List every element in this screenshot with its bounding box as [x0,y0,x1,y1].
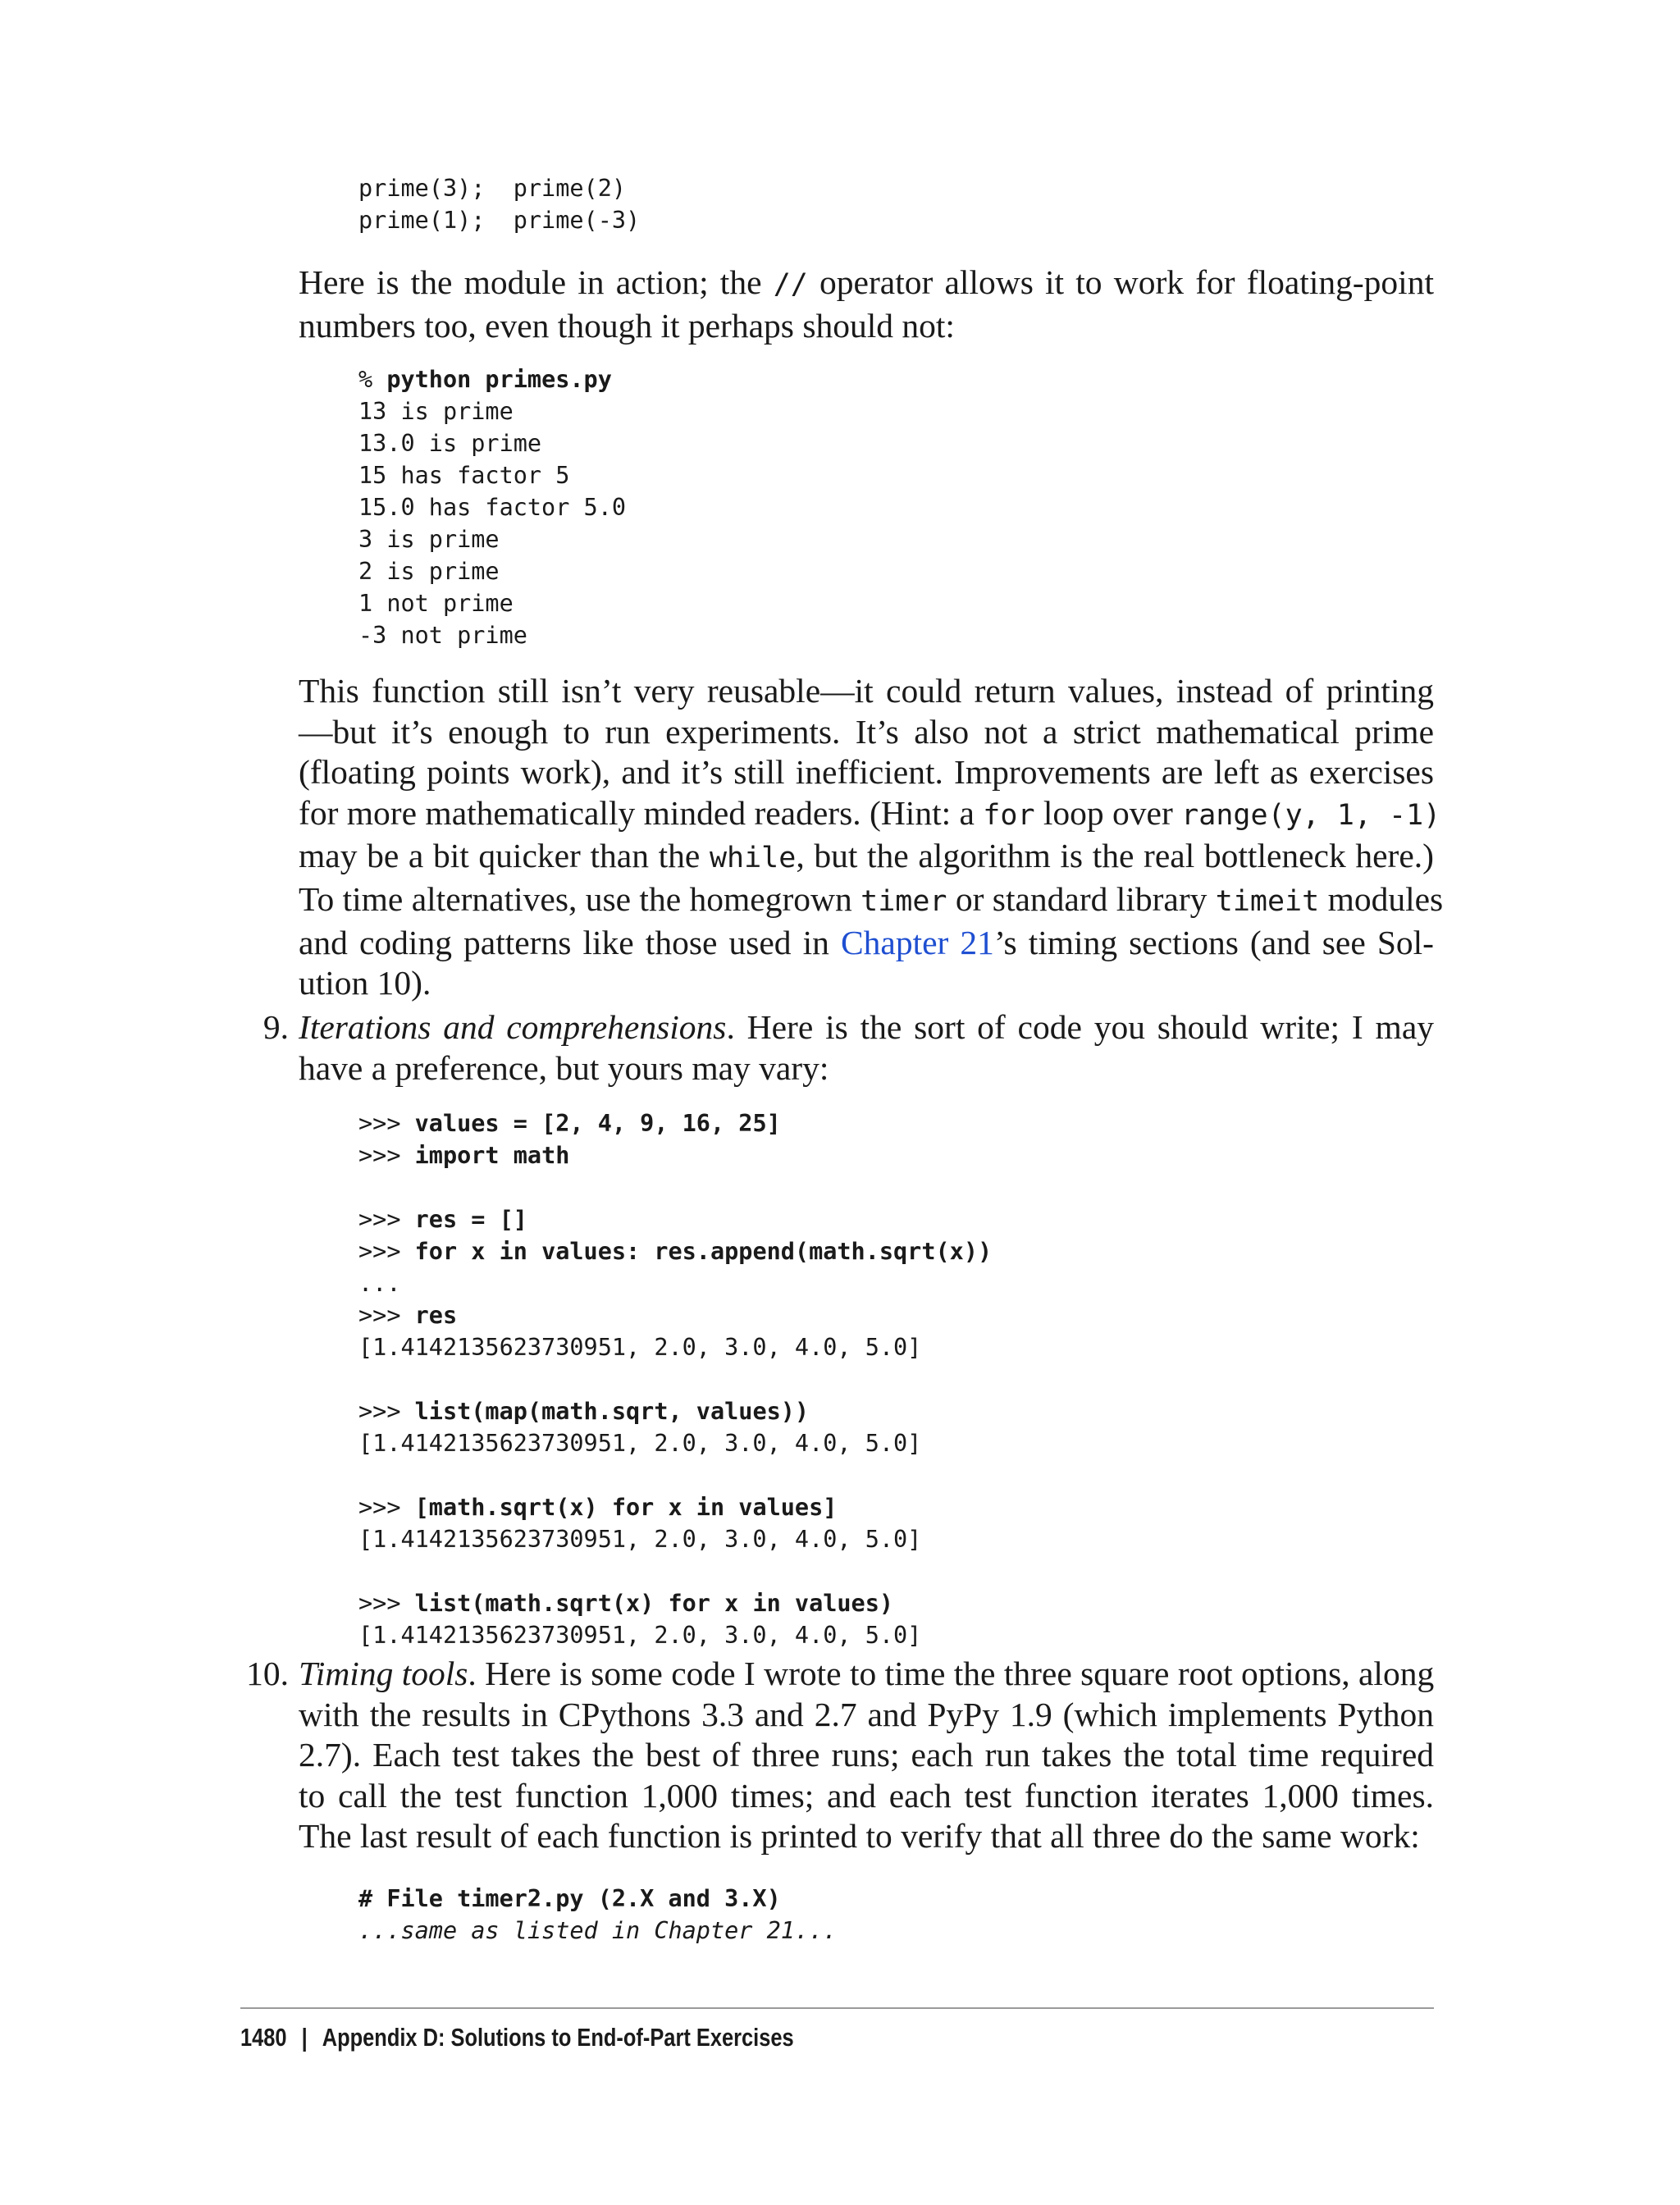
text-line: Here is the module in action; the // operator allows it to work for floating-point [299,263,1434,301]
inline-code: for [983,798,1035,832]
code-block-prime-calls [358,172,640,236]
output-line: 15.0 has factor 5.0 [358,494,627,521]
output-line: 13.0 is prime [358,430,542,457]
output-line: 13 is prime [358,398,514,425]
text-line: (floating points work), and it’s still inefficient. Improvements are left as exercises [299,753,1434,792]
text-line: 2.7). Each test takes the best of three runs; each run takes the total time required [299,1736,1434,1774]
inline-code: while [709,842,797,875]
text-line: to call the test function 1,000 times; and each test function iterates 1,000 times. [299,1776,1434,1815]
inline-code: timeit [1215,884,1320,918]
output-line: 3 is prime [358,526,500,553]
text-line: The last result of each function is printed to verify that all three do the same work: [299,1817,1420,1856]
code-note: ...same as listed in Chapter 21... [358,1917,838,1944]
text-line: for more mathematically minded readers. (Hint: a for loop over range(y, 1, -1) [299,793,1441,832]
footer-title: Appendix D: Solutions to End-of-Part Exercises [322,2023,794,2052]
inline-code: timer [861,884,947,918]
code-line: prime(3); prime(2) [358,175,627,202]
text-line: have a preference, but yours may vary: [299,1048,829,1087]
paragraph-item-9 [299,1007,1434,1089]
text-line: —but it’s enough to run experiments. It’s also not a strict mathematical prime [299,712,1434,751]
item-title: Timing tools [299,1655,468,1692]
code-line: prime(1); prime(-3) [358,207,641,234]
text-line: numbers too, even though it perhaps should not: [299,306,955,345]
output-line: 1 not prime [358,590,514,617]
item-title: Iterations and comprehensions [299,1008,727,1046]
footer-separator: | [301,2023,308,2052]
output-line: 2 is prime [358,558,500,585]
text-line: To time alternatives, use the homegrown timer or standard library timeit modules [299,879,1444,918]
output-line: -3 not prime [358,622,527,649]
text-line: ution 10). [299,964,431,1002]
paragraph-module-in-action [299,262,1434,346]
list-number-10: 10. [246,1655,289,1692]
code-block-iterations: >>> values = [2, 4, 9, 16, 25] >>> import math >>> res = [] >>> for x in values: res.append(math.sqrt(x)) ... >>> res [1.4142135623730951, 2.0, 3.0, 4.0, 5.0] >>> list(map(math.sqrt, values)) [1.4142135623730951, 2.0, 3.0, 4.0, 5.0] >>> [math.sqrt(x) for x in values] [1.4142135623730951, 2.0, 3.0, 4.0, 5.0] >>> list(math.sqrt(x) for x in values) [1.4142135623730951, 2.0, 3.0, 4.0, 5.0] [358,1110,993,1649]
list-number-9: 9. [262,1008,289,1046]
text-line: with the results in CPythons 3.3 and 2.7 and PyPy 1.9 (which implements Python [299,1695,1434,1733]
code-block-timer [358,1883,837,1947]
inline-code: // [773,268,808,301]
inline-code: range(y, 1, -1) [1181,798,1441,832]
text-line: Timing tools. Here is some code I wrote to time the three square root options, along [299,1655,1435,1692]
paragraph-item-10 [299,1654,1434,1857]
code-block-primes-output: % python primes.py 13 is prime 13.0 is prime 15 has factor 5 15.0 has factor 5.0 3 is prime 2 is prime 1 not prime -3 not prime [358,366,627,649]
page-number: 1480 [240,2023,287,2052]
text-line: This function still isn’t very reusable—it could return values, instead of printing [299,672,1434,710]
chapter-21-link[interactable]: Chapter 21 [840,923,994,961]
text-line: and coding patterns like those used in Chapter 21’s timing sections (and see Sol- [299,923,1434,961]
page-footer [240,2021,794,2054]
code-comment: # File timer2.py (2.X and 3.X) [358,1885,781,1912]
output-line: 15 has factor 5 [358,462,570,489]
text-line: may be a bit quicker than the while, but the algorithm is the real bottleneck here.) [299,837,1434,875]
text-line: Iterations and comprehensions. Here is the sort of code you should write; I may [299,1008,1434,1046]
paragraph-function-notes [299,671,1444,1004]
shell-command: python primes.py [386,366,612,393]
footer-rule [240,2007,1434,2009]
